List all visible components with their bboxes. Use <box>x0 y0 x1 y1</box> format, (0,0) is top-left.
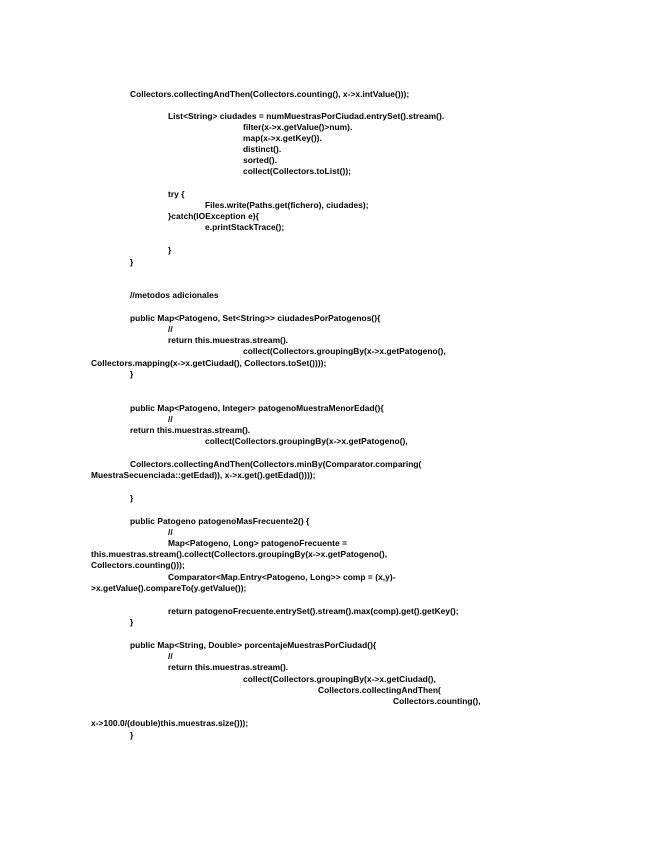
code-line: Collectors.mapping(x->x.getCiudad(), Collectors.toSet()))); <box>91 358 327 368</box>
code-line: //metodos adicionales <box>130 290 219 300</box>
code-line: filter(x->x.getValue()>num). <box>243 122 353 132</box>
code-line: Collectors.collectingAndThen(Collectors.counting(), x->x.intValue())); <box>130 89 410 99</box>
code-line: public Map<Patogeno, Set<String>> ciudadesPorPatogenos(){ <box>130 313 381 323</box>
code-line: Collectors.collectingAndThen( <box>318 685 441 695</box>
code-line: } <box>130 369 134 379</box>
code-line: try { <box>168 189 185 199</box>
code-line: } <box>130 730 134 740</box>
code-line: return this.muestras.stream(). <box>168 662 289 672</box>
code-line: // <box>168 527 173 537</box>
code-line: distinct(). <box>243 144 282 154</box>
code-line: collect(Collectors.groupingBy(x->x.getPatogeno(), <box>243 346 446 356</box>
code-line: Comparator<Map.Entry<Patogeno, Long>> comp = (x,y)- <box>168 572 396 582</box>
code-line: return this.muestras.stream(). <box>130 425 251 435</box>
code-line: Collectors.counting(), <box>393 696 481 706</box>
code-line: collect(Collectors.toList()); <box>243 166 352 176</box>
code-line: public Patogeno patogenoMasFrecuente2() { <box>130 516 310 526</box>
code-line: } <box>130 257 134 267</box>
code-line: this.muestras.stream().collect(Collectors.groupingBy(x->x.getPatogeno(), <box>91 549 388 559</box>
code-line: List<String> ciudades = numMuestrasPorCiudad.entrySet().stream(). <box>168 111 445 121</box>
code-line: e.printStackTrace(); <box>205 222 285 232</box>
code-line: Collectors.counting())); <box>91 560 185 570</box>
code-line: Files.write(Paths.get(fichero), ciudades); <box>205 200 369 210</box>
code-line: Map<Patogeno, Long> patogenoFrecuente = <box>168 538 348 548</box>
code-line: return this.muestras.stream(). <box>168 335 289 345</box>
code-line: collect(Collectors.groupingBy(x->x.getPatogeno(), <box>205 436 408 446</box>
code-line: }catch(IOException e){ <box>168 211 259 221</box>
code-line: x->100.0/(double)this.muestras.size())); <box>91 718 249 728</box>
code-line: public Map<Patogeno, Integer> patogenoMuestraMenorEdad(){ <box>130 403 384 413</box>
code-line: public Map<String, Double> porcentajeMuestrasPorCiudad(){ <box>130 640 377 650</box>
code-line: } <box>130 617 134 627</box>
code-line: collect(Collectors.groupingBy(x->x.getCiudad(), <box>243 674 436 684</box>
code-line: // <box>168 324 173 334</box>
code-line: } <box>130 493 134 503</box>
code-line: Collectors.collectingAndThen(Collectors.minBy(Comparator.comparing( <box>130 459 422 469</box>
code-line: // <box>168 651 173 661</box>
code-line: // <box>168 414 173 424</box>
code-line: sorted(). <box>243 155 277 165</box>
code-line: } <box>168 245 172 255</box>
code-line: >x.getValue().compareTo(y.getValue()); <box>91 583 247 593</box>
code-line: MuestraSecuenciada::getEdad)), x->x.get().getEdad()))); <box>91 470 316 480</box>
code-line: return patogenoFrecuente.entrySet().stream().max(comp).get().getKey(); <box>168 606 459 616</box>
code-line: map(x->x.getKey()). <box>243 133 322 143</box>
